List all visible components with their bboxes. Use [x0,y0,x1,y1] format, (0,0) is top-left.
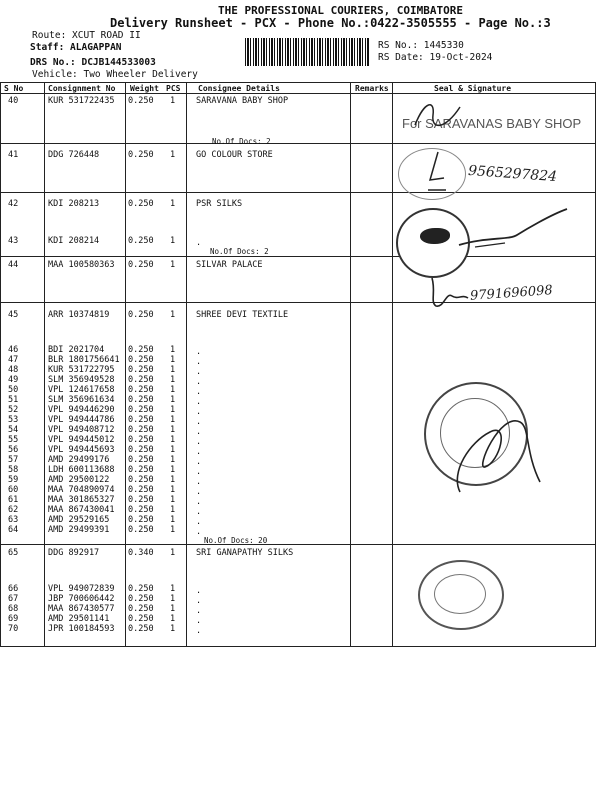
cell-pcs: 1 [170,310,176,320]
cell-pcs: 1 [170,515,176,525]
cell-pcs: 1 [170,435,176,445]
cell-consignee: . [196,517,202,527]
staff: Staff: ALAGAPPAN [30,42,122,53]
cell-pcs: 1 [170,96,176,106]
cell-sno: 62 [8,505,19,515]
cell-consignment: MAA 100580363 [48,260,115,270]
barcode [245,38,370,66]
cell-weight: 0.250 [128,425,154,435]
cell-weight: 0.250 [128,584,154,594]
cell-consignment: VPL 949445012 [48,435,115,445]
cell-sno: 64 [8,525,19,535]
cell-consignment: VPL 124617658 [48,385,115,395]
col-border [44,82,45,647]
cell-sno: 66 [8,584,19,594]
route: Route: XCUT ROAD II [32,30,141,41]
cell-pcs: 1 [170,365,176,375]
cell-pcs: 1 [170,345,176,355]
cell-sno: 67 [8,594,19,604]
cell-consignee: . [196,417,202,427]
cell-sno: 48 [8,365,19,375]
cell-sno: 41 [8,150,19,160]
cell-consignment: AMD 29499176 [48,455,110,465]
cell-sno: 58 [8,465,19,475]
cell-sno: 70 [8,624,19,634]
cell-consignment: SLM 356961634 [48,395,115,405]
row-divider [0,143,596,144]
cell-pcs: 1 [170,624,176,634]
runsheet-title: Delivery Runsheet - PCX - Phone No.:0422-3505555 - Page No.:3 [110,16,551,30]
cell-consignee: SARAVANA BABY SHOP [196,96,289,106]
cell-consignee: . [196,377,202,387]
cell-consignment: VPL 949446290 [48,405,115,415]
cell-weight: 0.250 [128,515,154,525]
cell-sno: 65 [8,548,19,558]
cell-consignee: SILVAR PALACE [196,260,263,270]
cell-consignee: . [196,397,202,407]
cell-consignment: VPL 949072839 [48,584,115,594]
table-top-border [0,82,596,83]
cell-weight: 0.250 [128,495,154,505]
cell-pcs: 1 [170,485,176,495]
cell-pcs: 1 [170,465,176,475]
cell-consignee: . [196,447,202,457]
cell-consignment: KDI 208213 [48,199,100,209]
cell-weight: 0.250 [128,395,154,405]
cell-consignee: . [196,437,202,447]
vehicle: Vehicle: Two Wheeler Delivery [32,69,198,80]
cell-pcs: 1 [170,475,176,485]
col-weight-header: Weight [130,84,159,93]
docs-count: No.Of Docs: 2 [212,137,271,146]
cell-weight: 0.250 [128,525,154,535]
cell-sno: 55 [8,435,19,445]
col-remarks-header: Remarks [355,84,389,93]
cell-consignment: VPL 949408712 [48,425,115,435]
stamp-inner-ring [434,574,486,614]
cell-consignment: VPL 949445693 [48,445,115,455]
cell-weight: 0.250 [128,96,154,106]
col-border [186,82,187,647]
cell-consignee: . [196,596,202,606]
cell-pcs: 1 [170,375,176,385]
col-consignee-header: Consignee Details [198,84,280,93]
cell-pcs: 1 [170,199,176,209]
cell-consignment: AMD 29499391 [48,525,110,535]
signature [455,205,570,265]
cell-weight: 0.250 [128,614,154,624]
cell-pcs: 1 [170,525,176,535]
col-consignment-header: Consignment No [48,84,116,93]
cell-pcs: 1 [170,425,176,435]
stamp-emblem [420,228,450,244]
signature [426,272,472,312]
cell-consignment: AMD 29500122 [48,475,110,485]
signature [420,150,450,195]
cell-sno: 40 [8,96,19,106]
cell-sno: 54 [8,425,19,435]
col-pcs-header: PCS [166,84,181,93]
cell-pcs: 1 [170,405,176,415]
cell-consignee: . [196,457,202,467]
cell-sno: 49 [8,375,19,385]
cell-weight: 0.250 [128,150,154,160]
cell-consignment: ARR 10374819 [48,310,110,320]
cell-pcs: 1 [170,594,176,604]
cell-weight: 0.250 [128,485,154,495]
cell-sno: 51 [8,395,19,405]
cell-consignment: KUR 531722435 [48,96,115,106]
cell-consignment: MAA 867430041 [48,505,115,515]
cell-weight: 0.340 [128,548,154,558]
handwritten-phone: 9565297824 [467,162,558,186]
cell-weight: 0.250 [128,624,154,634]
saravana-stamp: For SARAVANAS BABY SHOP [402,116,582,131]
col-border [392,82,393,647]
cell-weight: 0.250 [128,260,154,270]
cell-weight: 0.250 [128,465,154,475]
cell-consignee: . [196,497,202,507]
cell-consignment: JPR 100184593 [48,624,115,634]
cell-consignee: SRI GANAPATHY SILKS [196,548,294,558]
cell-consignment: MAA 704890974 [48,485,115,495]
col-border [125,82,126,647]
cell-pcs: 1 [170,150,176,160]
cell-pcs: 1 [170,385,176,395]
cell-weight: 0.250 [128,604,154,614]
cell-pcs: 1 [170,495,176,505]
cell-consignment: DDG 892917 [48,548,100,558]
cell-pcs: 1 [170,355,176,365]
header-bottom-border [0,93,596,94]
cell-weight: 0.250 [128,475,154,485]
handwritten-phone: 9791696098 [469,283,554,304]
cell-consignee: SHREE DEVI TEXTILE [196,310,289,320]
cell-weight: 0.250 [128,345,154,355]
cell-pcs: 1 [170,505,176,515]
cell-pcs: 1 [170,260,176,270]
cell-consignee: . [196,347,202,357]
cell-consignee: . [196,367,202,377]
cell-consignee: GO COLOUR STORE [196,150,273,160]
cell-consignment: LDH 600113688 [48,465,115,475]
cell-sno: 59 [8,475,19,485]
cell-sno: 56 [8,445,19,455]
cell-sno: 43 [8,236,19,246]
signature [405,95,465,135]
cell-weight: 0.250 [128,365,154,375]
docs-count: No.Of Docs: 2 [210,247,269,256]
cell-weight: 0.250 [128,415,154,425]
cell-consignee: . [196,238,202,248]
signature [430,392,550,502]
cell-consignee: PSR SILKS [196,199,243,209]
cell-pcs: 1 [170,395,176,405]
cell-pcs: 1 [170,455,176,465]
cell-consignment: MAA 301865327 [48,495,115,505]
docs-count: No.Of Docs: 20 [204,536,268,545]
cell-pcs: 1 [170,445,176,455]
cell-pcs: 1 [170,236,176,246]
row-divider [0,544,596,545]
cell-weight: 0.250 [128,385,154,395]
cell-weight: 0.250 [128,310,154,320]
cell-weight: 0.250 [128,445,154,455]
cell-consignee: . [196,507,202,517]
cell-weight: 0.250 [128,375,154,385]
cell-sno: 42 [8,199,19,209]
cell-consignee: . [196,427,202,437]
col-border [595,82,596,647]
cell-consignment: DDG 726448 [48,150,100,160]
cell-sno: 46 [8,345,19,355]
cell-weight: 0.250 [128,455,154,465]
cell-consignment: VPL 949444786 [48,415,115,425]
cell-pcs: 1 [170,548,176,558]
cell-weight: 0.250 [128,594,154,604]
cell-consignment: JBP 700606442 [48,594,115,604]
cell-consignment: KUR 531722795 [48,365,115,375]
cell-sno: 44 [8,260,19,270]
cell-sno: 61 [8,495,19,505]
cell-weight: 0.250 [128,505,154,515]
cell-weight: 0.250 [128,355,154,365]
cell-weight: 0.250 [128,405,154,415]
cell-sno: 57 [8,455,19,465]
cell-pcs: 1 [170,584,176,594]
cell-consignee: . [196,387,202,397]
cell-weight: 0.250 [128,435,154,445]
col-seal-header: Seal & Signature [434,84,512,93]
cell-sno: 69 [8,614,19,624]
company-name: THE PROFESSIONAL COURIERS, COIMBATORE [218,4,464,17]
cell-sno: 63 [8,515,19,525]
cell-consignment: MAA 867430577 [48,604,115,614]
cell-sno: 50 [8,385,19,395]
cell-consignee: . [196,357,202,367]
col-sno-header: S No [4,84,24,93]
cell-consignment: KDI 208214 [48,236,100,246]
cell-pcs: 1 [170,604,176,614]
cell-consignee: . [196,487,202,497]
cell-consignee: . [196,616,202,626]
cell-consignee: . [196,467,202,477]
cell-sno: 45 [8,310,19,320]
cell-sno: 60 [8,485,19,495]
cell-pcs: 1 [170,614,176,624]
cell-consignment: SLM 356949528 [48,375,115,385]
cell-sno: 47 [8,355,19,365]
row-divider [0,302,596,303]
col-border [0,82,1,647]
cell-consignee: . [196,586,202,596]
col-border [350,82,351,647]
cell-consignment: BLR 1801756641 [48,355,120,365]
cell-pcs: 1 [170,415,176,425]
cell-weight: 0.250 [128,199,154,209]
cell-consignment: AMD 29529165 [48,515,110,525]
rs-date: RS Date: 19-Oct-2024 [378,52,493,63]
drs-number: DRS No.: DCJB144533003 [30,57,156,68]
cell-consignee: . [196,606,202,616]
rs-number: RS No.: 1445330 [378,40,464,51]
cell-consignee: . [196,626,202,636]
cell-consignee: . [196,407,202,417]
cell-sno: 53 [8,415,19,425]
row-divider [0,192,596,193]
cell-consignment: AMD 29501141 [48,614,110,624]
cell-sno: 52 [8,405,19,415]
cell-weight: 0.250 [128,236,154,246]
table-bottom-border [0,646,596,647]
cell-consignee: . [196,527,202,537]
cell-consignee: . [196,477,202,487]
cell-consignment: BDI 2021704 [48,345,105,355]
cell-sno: 68 [8,604,19,614]
